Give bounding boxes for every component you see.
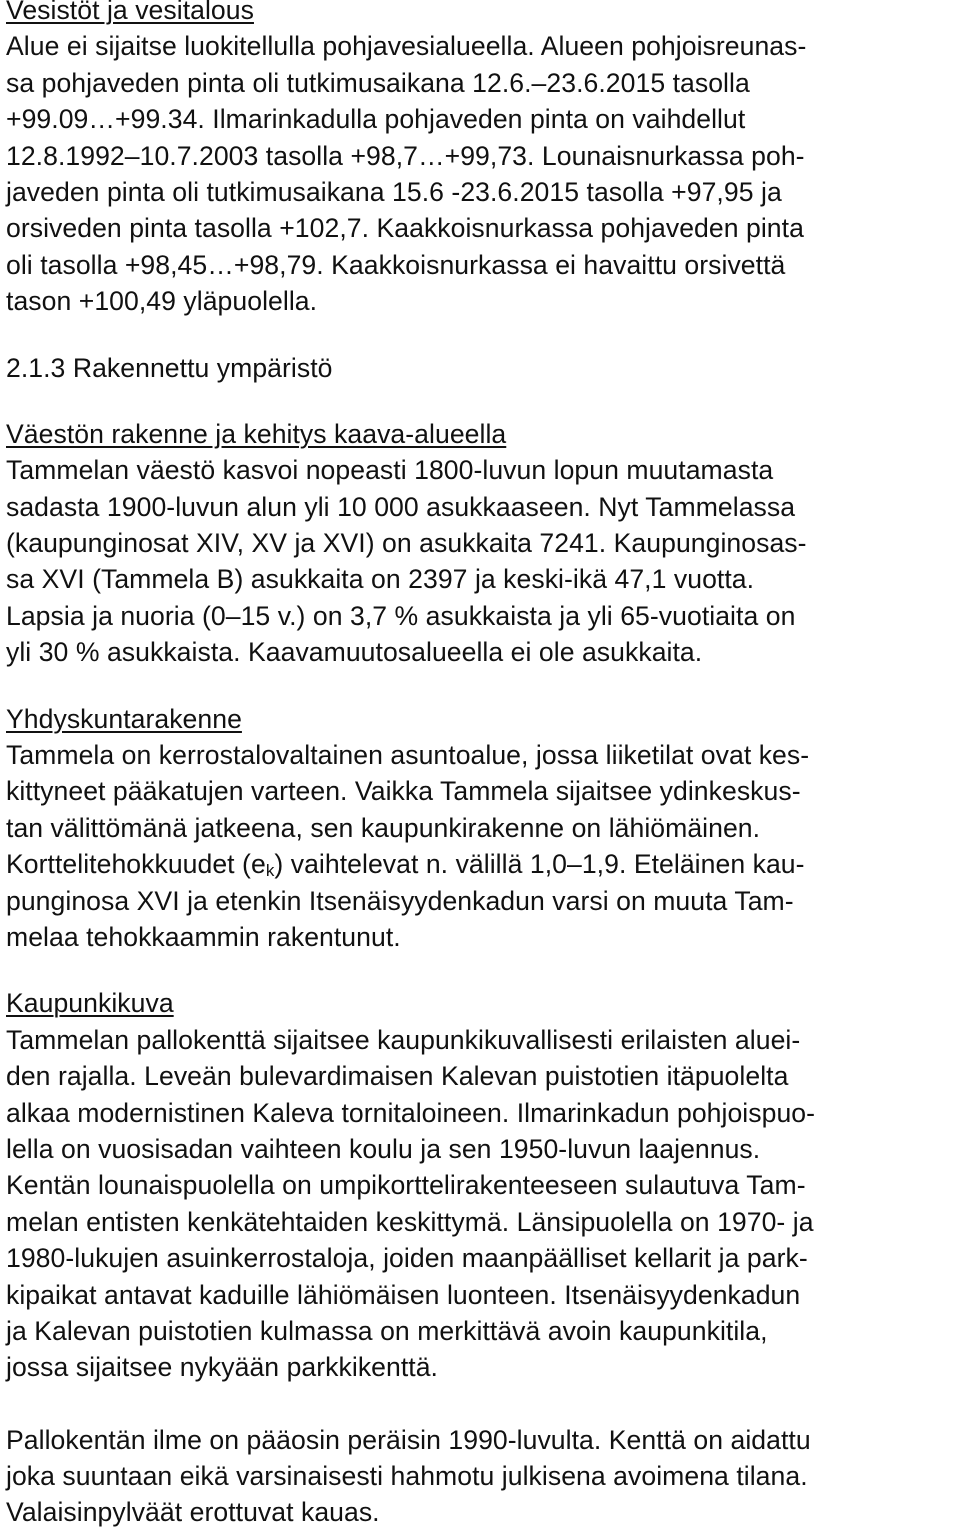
text-line: jossa sijaitsee nykyään parkkikenttä. xyxy=(6,1352,438,1383)
text-line: Tammelan pallokenttä sijaitsee kaupunkikuvallisesti erilaisten aluei- xyxy=(6,1024,801,1055)
text-line: (kaupunginosat XIV, XV ja XVI) on asukkaita 7241. Kaupunginosas- xyxy=(6,528,807,559)
text-line: Tammela on kerrostalovaltainen asuntoalue, jossa liiketilat ovat kes- xyxy=(6,740,810,771)
text-line: yli 30 % asukkaista. Kaavamuutosalueella ei ole asukkaita. xyxy=(6,637,703,668)
section-heading-vaesto: Väestön rakenne ja kehitys kaava-alueella xyxy=(6,418,507,449)
section-heading-rakennettu: 2.1.3 Rakennettu ympäristö xyxy=(6,352,333,383)
text-line: Pallokentän ilme on pääosin peräisin 1990-luvulta. Kenttä on aidattu xyxy=(6,1424,811,1455)
text-fragment: Korttelitehokkuudet (e xyxy=(6,849,266,880)
text-line: Kentän lounaispuolella on umpikorttelirakenteeseen sulautuva Tam- xyxy=(6,1170,806,1201)
text-line: punginosa XVI ja etenkin Itsenäisyydenkadun varsi on muuta Tam- xyxy=(6,885,794,916)
text-line: Alue ei sijaitse luokitellulla pohjavesialueella. Alueen pohjoisreunas- xyxy=(6,31,807,62)
text-line: Tammelan väestö kasvoi nopeasti 1800-luvun lopun muutamasta xyxy=(6,455,774,486)
text-line: melaa tehokkaammin rakentunut. xyxy=(6,921,401,952)
section-heading-vesistot: Vesistöt ja vesitalous xyxy=(6,0,254,25)
text-line: alkaa modernistinen Kaleva tornitaloineen. Ilmarinkadun pohjoispuo- xyxy=(6,1097,816,1128)
text-line: joka suuntaan eikä varsinaisesti hahmotu julkisena avoimena tilana. xyxy=(6,1461,808,1492)
paragraph-yhdyskunta xyxy=(6,737,956,955)
text-line: orsiveden pinta tasolla +102,7. Kaakkoisnurkassa pohjaveden pinta xyxy=(6,213,804,244)
text-line: lella on vuosisadan vaihteen koulu ja sen 1950-luvun laajennus. xyxy=(6,1133,761,1164)
text-line: melan entisten kenkätehtaiden keskittymä. Länsipuolella on 1970- ja xyxy=(6,1206,814,1237)
text-line: tason +100,49 yläpuolella. xyxy=(6,286,318,317)
text-line: ja Kalevan puistotien kulmassa on merkittävä avoin kaupunkitila, xyxy=(6,1315,768,1346)
text-line: sa XVI (Tammela B) asukkaita on 2397 ja keski-ikä 47,1 vuotta. xyxy=(6,564,755,595)
paragraph-kaupunkikuva xyxy=(6,1022,956,1386)
text-line: tan välittömänä jatkeena, sen kaupunkirakenne on lähiömäinen. xyxy=(6,812,761,843)
text-line: kipaikat antavat kaduille lähiömäisen luonteen. Itsenäisyydenkadun xyxy=(6,1279,801,1310)
text-fragment: ) vaihtelevat n. välillä 1,0–1,9. Eteläinen kau- xyxy=(274,849,805,880)
subscript: k xyxy=(265,861,275,881)
text-line: Lapsia ja nuoria (0–15 v.) on 3,7 % asukkaista ja yli 65-vuotiaita on xyxy=(6,600,796,631)
text-line: Valaisinpylväät erottuvat kauas. xyxy=(6,1497,380,1528)
paragraph-vesistot xyxy=(6,28,956,319)
text-line: oli tasolla +98,45…+98,79. Kaakkoisnurkassa ei havaittu orsivettä xyxy=(6,249,786,280)
text-line: 1980-lukujen asuinkerrostaloja, joiden maanpäälliset kellarit ja park- xyxy=(6,1243,808,1274)
document-page xyxy=(6,0,956,1531)
text-line: den rajalla. Leveän bulevardimaisen Kalevan puistotien itäpuolelta xyxy=(6,1061,789,1092)
section-heading-yhdyskunta: Yhdyskuntarakenne xyxy=(6,703,242,734)
text-line xyxy=(6,846,956,882)
paragraph-vaesto xyxy=(6,452,956,670)
text-line: javeden pinta oli tutkimusaikana 15.6 -23.6.2015 tasolla +97,95 ja xyxy=(6,176,782,207)
text-line: sadasta 1900-luvun alun yli 10 000 asukkaaseen. Nyt Tammelassa xyxy=(6,491,796,522)
section-heading-kaupunkikuva: Kaupunkikuva xyxy=(6,988,174,1019)
text-line: 12.8.1992–10.7.2003 tasolla +98,7…+99,73. Lounaisnurkassa poh- xyxy=(6,140,805,171)
text-line: +99.09…+99.34. Ilmarinkadulla pohjaveden pinta on vaihdellut xyxy=(6,104,746,135)
text-line: sa pohjaveden pinta oli tutkimusaikana 12.6.–23.6.2015 tasolla xyxy=(6,67,750,98)
paragraph-pallokentta xyxy=(6,1422,956,1531)
text-line: kittyneet pääkatujen varteen. Vaikka Tammela sijaitsee ydinkeskus- xyxy=(6,776,801,807)
